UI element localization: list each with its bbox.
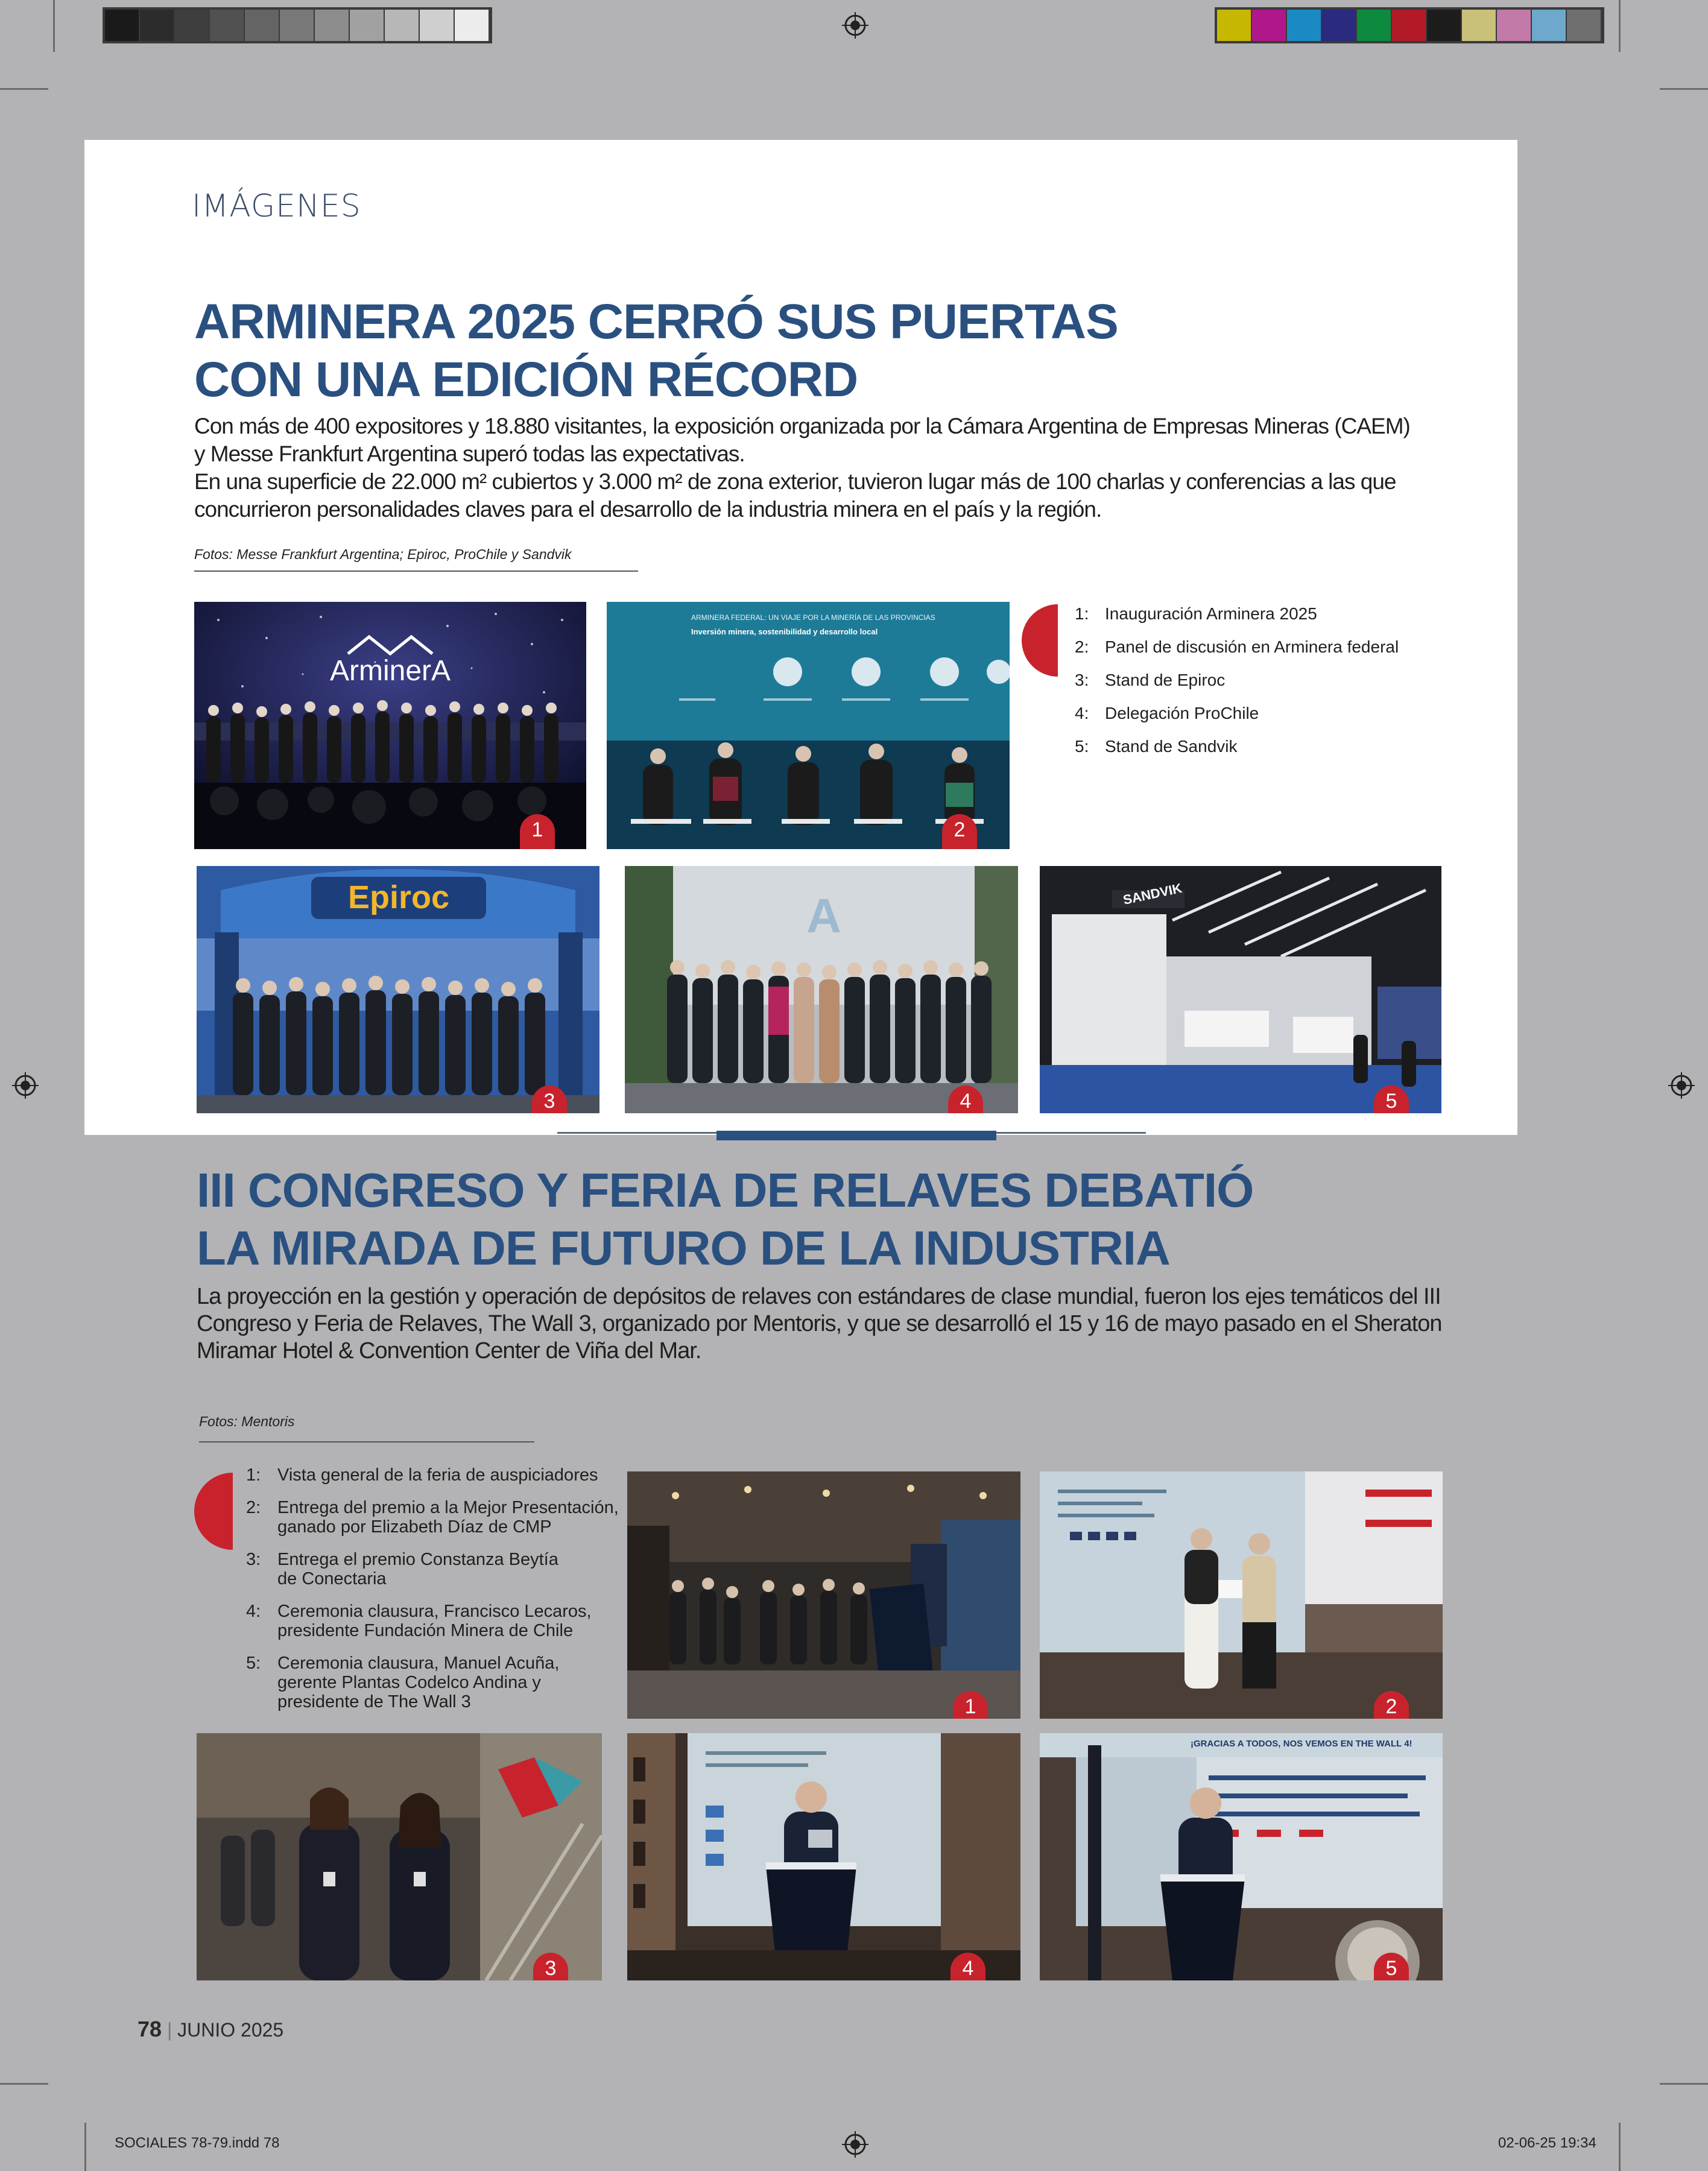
registration-mark-icon (12, 1072, 39, 1099)
color-swatch (1427, 10, 1462, 41)
photo-prochile-delegation (625, 866, 1018, 1113)
color-swatch (1392, 10, 1427, 41)
color-swatch (455, 10, 490, 41)
caption-text: Ceremonia clausura, Francisco Lecaros, (277, 1602, 592, 1621)
headline-line: CON UNA EDICIÓN RÉCORD (194, 352, 858, 407)
lead-line: Con más de 400 expositores y 18.880 visitantes, la exposición organizada por la Cámara Argentina de Empresas Mineras (CAEM) (194, 414, 1410, 438)
caption-text: presidente Fundación Minera de Chile (277, 1621, 574, 1640)
photo-number-badge: 5 (1374, 1086, 1409, 1113)
photo-sign-text: Epiroc (347, 879, 450, 915)
caption-text: Stand de Sandvik (1105, 737, 1238, 756)
photo-number-badge: 3 (533, 1953, 568, 1980)
color-swatch (1357, 10, 1392, 41)
caption-number: 5: (1075, 737, 1089, 756)
caption-number: 2: (246, 1498, 261, 1517)
color-swatch (385, 10, 420, 41)
screen-text: ¡GRACIAS A TODOS, NOS VEMOS EN THE WALL 4! (1191, 1739, 1412, 1749)
caption-text: Delegación ProChile (1105, 704, 1259, 722)
photo-number-badge: 2 (1374, 1691, 1409, 1719)
headline-line: ARMINERA 2025 CERRÓ SUS PUERTAS (194, 294, 1118, 349)
caption-item (1075, 663, 1399, 697)
page-number: 78 (138, 2017, 162, 2041)
color-swatch (1567, 10, 1602, 41)
caption-item (1075, 597, 1399, 630)
color-swatch (315, 10, 350, 41)
caption-item (1075, 697, 1399, 730)
caption-number: 1: (1075, 604, 1089, 623)
color-swatch (1322, 10, 1357, 41)
article2-headline (197, 1161, 1253, 1277)
caption-text: presidente de The Wall 3 (277, 1692, 471, 1711)
caption-number: 1: (246, 1465, 261, 1485)
lead-line: La proyección en la gestión y operación de depósitos de relaves con estándares de clase mundial, fueron los ejes temáticos del III (197, 1284, 1441, 1309)
caption-text: Stand de Epiroc (1105, 671, 1226, 689)
photo-best-presentation-award (1040, 1471, 1443, 1719)
caption-text: Ceremonia clausura, Manuel Acuña, (277, 1654, 560, 1673)
article2-lead (197, 1283, 1441, 1365)
caption-text: Entrega del premio a la Mejor Presentación, (277, 1498, 619, 1517)
photo-number-badge: 4 (948, 1086, 983, 1113)
photo-number-badge: 2 (942, 814, 977, 849)
article2-caption-list (246, 1465, 620, 1711)
lead-line: En una superficie de 22.000 m² cubiertos y 3.000 m² de zona exterior, tuvieron lugar más de 100 charlas y conferencias a las que (194, 469, 1396, 494)
slug-filename: SOCIALES 78-79.indd 78 (115, 2135, 280, 2151)
color-swatch (1217, 10, 1252, 41)
screen-subtitle-text: Inversión minera, sostenibilidad y desarrollo local (691, 627, 878, 636)
caption-number: 4: (246, 1602, 261, 1621)
credit-divider (194, 570, 638, 572)
photo-credit: Fotos: Messe Frankfurt Argentina; Epiroc, ProChile y Sandvik (194, 546, 572, 562)
registration-mark-icon (1668, 1072, 1695, 1099)
caption-text: gerente Plantas Codelco Andina y (277, 1673, 541, 1692)
color-swatch (105, 10, 140, 41)
caption-text: Entrega el premio Constanza Beytía (277, 1550, 558, 1569)
photo-epiroc-stand (197, 866, 599, 1113)
color-swatch (280, 10, 315, 41)
photo-closing-lecaros (627, 1733, 1020, 1980)
photo-arminera-panel (607, 602, 1010, 849)
caption-text: Panel de discusión en Arminera federal (1105, 637, 1399, 656)
color-swatch (210, 10, 245, 41)
crop-mark (53, 0, 55, 52)
caption-text: ganado por Elizabeth Díaz de CMP (277, 1517, 552, 1537)
page-folio (138, 2017, 283, 2042)
headline-line: LA MIRADA DE FUTURO DE LA INDUSTRIA (197, 1221, 1170, 1275)
caption-number: 3: (1075, 671, 1089, 689)
caption-number: 2: (1075, 637, 1089, 656)
photo-closing-acuna (1040, 1733, 1443, 1980)
slug-datetime: 02-06-25 19:34 (1498, 2135, 1596, 2151)
registration-mark-icon (842, 2131, 868, 2158)
caption-text: Vista general de la feria de auspiciadores (277, 1465, 598, 1485)
screen-title-text: ARMINERA FEDERAL: UN VIAJE POR LA MINERÍA DE LAS PROVINCIAS (691, 613, 935, 622)
caption-item (1075, 730, 1399, 763)
caption-text: de Conectaria (277, 1569, 387, 1588)
photo-sign-text: ArminerA (329, 655, 451, 687)
color-swatch (1462, 10, 1497, 41)
headline-line: III CONGRESO Y FERIA DE RELAVES DEBATIÓ (197, 1163, 1254, 1217)
crop-mark (0, 2083, 48, 2085)
caption-number: 4: (1075, 704, 1089, 722)
photo-number-badge: 3 (532, 1086, 567, 1113)
lead-line: y Messe Frankfurt Argentina superó todas las expectativas. (194, 441, 745, 466)
caption-item (246, 1654, 620, 1711)
svg-text:A: A (806, 889, 841, 943)
grayscale-color-bar (103, 7, 492, 43)
section-divider-accent (716, 1131, 996, 1140)
color-swatch (1287, 10, 1322, 41)
color-swatch (350, 10, 385, 41)
crop-mark (1619, 2123, 1621, 2171)
credit-divider (199, 1441, 534, 1443)
photo-constanza-beytia (197, 1733, 602, 1980)
crop-mark (1660, 2083, 1708, 2085)
photo-number-badge: 1 (520, 814, 555, 849)
caption-number: 3: (246, 1550, 261, 1569)
photo-sponsor-fair (627, 1471, 1020, 1719)
article1-lead (194, 412, 1410, 523)
photo-number-badge: 4 (950, 1953, 985, 1980)
caption-item (246, 1498, 620, 1537)
caption-item (246, 1550, 620, 1588)
caption-item (246, 1602, 620, 1640)
caption-number: 5: (246, 1654, 261, 1673)
photo-sign-text: SANDVIK (1121, 880, 1183, 908)
issue-date: JUNIO 2025 (177, 2019, 284, 2041)
crop-mark (1660, 88, 1708, 90)
section-label: IMÁGENES (192, 188, 361, 224)
caption-item (246, 1465, 620, 1485)
crop-mark (0, 88, 48, 90)
lead-line: concurrieron personalidades claves para el desarrollo de la industria minera en el país y la región. (194, 497, 1102, 522)
color-swatch (1497, 10, 1532, 41)
crop-mark (1619, 0, 1621, 52)
registration-mark-icon (842, 12, 868, 39)
crop-mark (84, 2123, 86, 2171)
photo-arminera-inauguration (194, 602, 586, 849)
color-swatch (140, 10, 175, 41)
process-color-bar (1215, 7, 1604, 43)
photo-sandvik-stand (1040, 866, 1441, 1113)
color-swatch (1532, 10, 1567, 41)
color-swatch (245, 10, 280, 41)
caption-item (1075, 630, 1399, 663)
lead-line: Miramar Hotel & Convention Center de Viña del Mar. (197, 1338, 701, 1364)
folio-separator: | (166, 2019, 172, 2041)
article1-caption-list (1075, 597, 1399, 763)
color-swatch (175, 10, 210, 41)
caption-text: Inauguración Arminera 2025 (1105, 604, 1317, 623)
photo-number-badge: 5 (1374, 1953, 1409, 1980)
lead-line: Congreso y Feria de Relaves, The Wall 3, organizado por Mentoris, y que se desarrolló el 15 y 16 de mayo pasado en el Sheraton (197, 1311, 1442, 1336)
color-swatch (420, 10, 455, 41)
photo-number-badge: 1 (953, 1691, 988, 1719)
color-swatch (1252, 10, 1287, 41)
photo-credit: Fotos: Mentoris (199, 1414, 295, 1429)
article1-headline (194, 293, 1118, 409)
